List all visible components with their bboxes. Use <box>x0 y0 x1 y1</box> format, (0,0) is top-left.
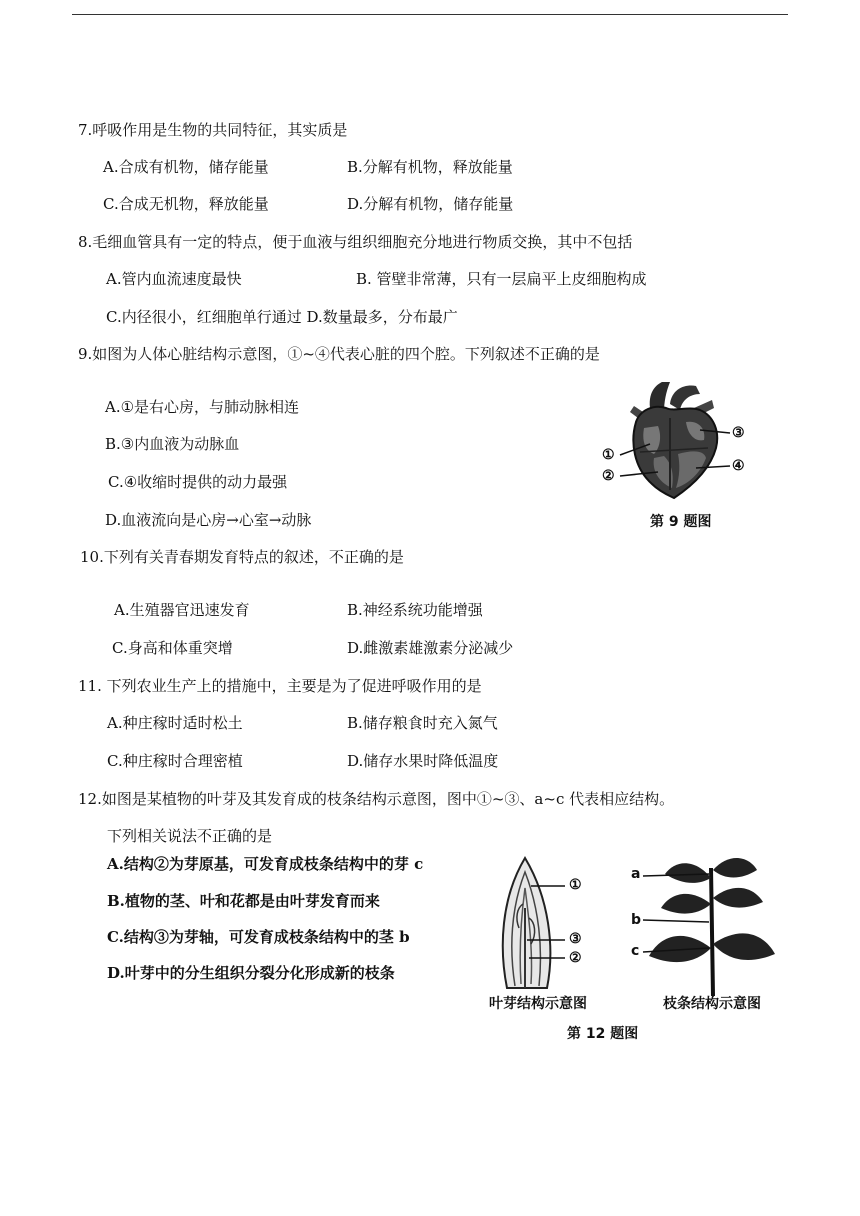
q11-option-c: C.种庄稼时合理密植 <box>107 752 243 770</box>
q10-option-b: B.神经系统功能增强 <box>347 601 483 619</box>
heart-label-1: ① <box>602 447 615 463</box>
q9-option-b: B.③内血液为动脉血 <box>105 435 240 453</box>
q11-option-d: D.储存水果时降低温度 <box>347 752 499 770</box>
heart-label-4: ④ <box>732 458 745 474</box>
q12-stem-continued: 下列相关说法不正确的是 <box>107 827 273 845</box>
q10-stem: 10.下列有关青春期发育特点的叙述，不正确的是 <box>80 548 404 566</box>
q10-option-c: C.身高和体重突增 <box>112 639 233 657</box>
branch-caption: 枝条结构示意图 <box>663 996 761 1012</box>
q9-option-c: C.④收缩时提供的动力最强 <box>108 473 288 491</box>
q9-option-a: A.①是右心房，与肺动脉相连 <box>105 398 300 416</box>
q11-option-b: B.储存粮食时充入氮气 <box>347 714 498 732</box>
bud-branch-figure <box>485 848 785 1048</box>
bud-caption: 叶芽结构示意图 <box>489 996 587 1012</box>
q7-option-c: C.合成无机物，释放能量 <box>103 195 269 213</box>
q12-option-d: D.叶芽中的分生组织分裂分化形成新的枝条 <box>107 964 395 982</box>
branch-label-a: a <box>631 866 641 882</box>
header-rule <box>72 14 788 15</box>
q7-option-d: D.分解有机物，储存能量 <box>347 195 514 213</box>
q9-stem: 9.如图为人体心脏结构示意图，①~④代表心脏的四个腔。下列叙述不正确的是 <box>78 345 600 363</box>
q12-figure-caption: 第 12 题图 <box>567 1026 639 1042</box>
q11-stem: 11. 下列农业生产上的措施中，主要是为了促进呼吸作用的是 <box>78 677 482 695</box>
q9-figure-caption: 第 9 题图 <box>650 514 712 530</box>
q8-stem: 8.毛细血管具有一定的特点，便于血液与组织细胞充分地进行物质交换，其中不包括 <box>78 233 633 251</box>
bud-label-3: ③ <box>569 931 582 947</box>
q12-option-a: A.结构②为芽原基，可发育成枝条结构中的芽 c <box>107 855 424 873</box>
q12-option-b: B.植物的茎、叶和花都是由叶芽发育而来 <box>107 892 380 910</box>
q9-option-d: D.血液流向是心房→心室→动脉 <box>105 511 312 529</box>
bud-label-1: ① <box>569 877 582 893</box>
bud-label-2: ② <box>569 950 582 966</box>
q7-stem: 7.呼吸作用是生物的共同特征，其实质是 <box>78 121 348 139</box>
branch-label-b: b <box>631 912 642 928</box>
heart-label-3: ③ <box>732 425 745 441</box>
q10-option-d: D.雌激素雄激素分泌减少 <box>347 639 514 657</box>
q8-option-a: A.管内血流速度最快 <box>106 270 242 288</box>
q11-option-a: A.种庄稼时适时松土 <box>107 714 243 732</box>
q7-option-a: A.合成有机物，储存能量 <box>103 158 269 176</box>
q7-option-b: B.分解有机物，释放能量 <box>347 158 513 176</box>
q8-option-cd: C.内径很小，红细胞单行通过 D.数量最多，分布最广 <box>106 308 458 326</box>
heart-figure <box>600 378 760 538</box>
q10-option-a: A.生殖器官迅速发育 <box>114 601 250 619</box>
q12-stem: 12.如图是某植物的叶芽及其发育成的枝条结构示意图，图中①~③、a~c 代表相应结构。 <box>78 790 675 808</box>
q12-option-c: C.结构③为芽轴，可发育成枝条结构中的茎 b <box>107 928 410 946</box>
q8-option-b: B. 管壁非常薄，只有一层扁平上皮细胞构成 <box>356 270 647 288</box>
heart-label-2: ② <box>602 468 615 484</box>
branch-label-c: c <box>631 943 640 959</box>
